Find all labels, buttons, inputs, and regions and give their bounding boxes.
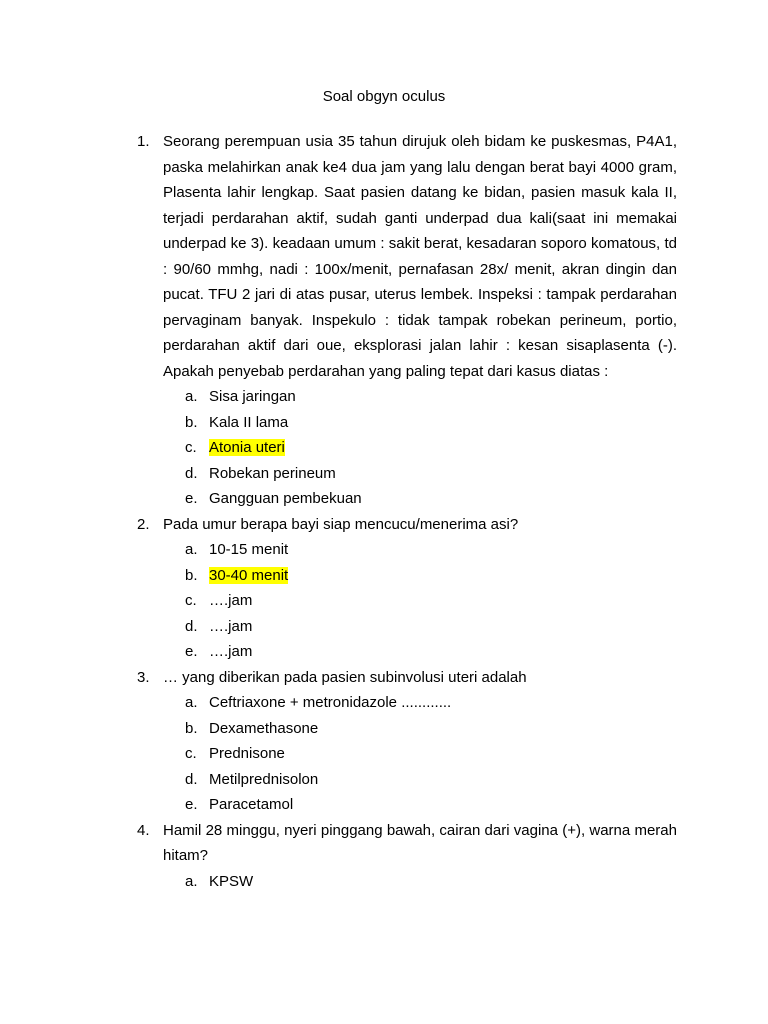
question-number: 4. bbox=[137, 821, 150, 839]
option-text: KPSW bbox=[209, 872, 254, 890]
option-text: Dexamethasone bbox=[209, 719, 319, 737]
option-item bbox=[137, 435, 677, 461]
option-letter: d. bbox=[185, 617, 198, 635]
option-item bbox=[137, 792, 677, 818]
option-letter: e. bbox=[185, 490, 198, 507]
question-1 bbox=[137, 129, 677, 512]
option-text: Prednisone bbox=[209, 745, 285, 762]
option-letter: d. bbox=[185, 464, 198, 482]
option-item bbox=[137, 588, 677, 614]
question-text: … yang diberikan pada pasien subinvolusi uteri adalah bbox=[163, 668, 527, 686]
option-item bbox=[137, 716, 677, 742]
option-text: ….jam bbox=[209, 617, 253, 635]
question-text: Seorang perempuan usia 35 tahun dirujuk oleh bidam ke puskesmas, P4A1, paska melahirkan anak ke4 dua jam yang lalu dengan berat bayi 4000 gram, Plasenta lahir lengkap. Saat pasien datang ke bidan, pasien masuk kala II, terjadi perdarahan aktif, sudah ganti underpad dua kali(saat ini memakai underpad ke 3). keadaan umum : sakit berat, kesadaran soporo komatous, td : 90/60 mmhg, nadi : 100x/menit, pernafasan 28x/ menit, akran dingin dan pucat. TFU 2 jari di atas pusar, uterus lembek. Inspeksi : tampak perdarahan pervaginam banyak. Inspekulo : tidak tampak robekan perineum, portio, perdarahan aktif dari oue, eksplorasi jalan lahir : kesan sisaplasenta (-). Apakah penyebab perdarahan yang paling tepat dari kasus diatas : bbox=[163, 133, 677, 380]
option-item bbox=[137, 486, 677, 512]
option-letter: c. bbox=[185, 592, 197, 609]
option-text: Sisa jaringan bbox=[209, 388, 296, 405]
option-item bbox=[137, 639, 677, 665]
option-text: Kala II lama bbox=[209, 413, 289, 431]
question-2 bbox=[137, 512, 677, 665]
option-letter: a. bbox=[185, 388, 198, 405]
option-text: 10-15 menit bbox=[209, 541, 289, 558]
option-item bbox=[137, 767, 677, 793]
document-title: Soal obgyn oculus bbox=[322, 88, 446, 105]
option-text: Metilprednisolon bbox=[209, 770, 319, 788]
option-letter: d. bbox=[185, 770, 198, 788]
option-item bbox=[137, 461, 677, 487]
question-text: Hamil 28 minggu, nyeri pinggang bawah, cairan dari vagina (+), warna merah hitam? bbox=[163, 821, 677, 864]
option-item bbox=[137, 384, 677, 410]
question-number: 2. bbox=[137, 515, 150, 533]
option-list bbox=[137, 869, 677, 895]
option-text: Paracetamol bbox=[209, 796, 294, 813]
option-text-highlighted: 30-40 menit bbox=[209, 566, 289, 584]
option-text: Gangguan pembekuan bbox=[209, 490, 362, 507]
option-item bbox=[137, 614, 677, 640]
option-item bbox=[137, 869, 677, 895]
question-number: 3. bbox=[137, 668, 150, 686]
option-text: ….jam bbox=[209, 643, 253, 660]
option-item bbox=[137, 690, 677, 716]
option-letter: b. bbox=[185, 413, 198, 431]
option-text: Robekan perineum bbox=[209, 464, 336, 482]
question-number: 1. bbox=[137, 133, 150, 150]
option-letter: b. bbox=[185, 566, 198, 584]
question-list bbox=[137, 129, 677, 894]
option-letter: a. bbox=[185, 694, 198, 711]
option-letter: c. bbox=[185, 439, 197, 456]
option-letter: c. bbox=[185, 745, 197, 762]
option-item bbox=[137, 741, 677, 767]
option-text: Ceftriaxone + metronidazole ............ bbox=[209, 694, 452, 711]
question-3 bbox=[137, 665, 677, 818]
option-letter: a. bbox=[185, 541, 198, 558]
question-4 bbox=[137, 818, 677, 895]
option-text-highlighted: Atonia uteri bbox=[209, 439, 285, 456]
option-letter: a. bbox=[185, 872, 198, 890]
option-item bbox=[137, 410, 677, 436]
option-letter: b. bbox=[185, 719, 198, 737]
option-item bbox=[137, 563, 677, 589]
option-list bbox=[137, 690, 677, 818]
question-text: Pada umur berapa bayi siap mencucu/menerima asi? bbox=[163, 515, 519, 533]
option-text: ….jam bbox=[209, 592, 253, 609]
option-list bbox=[137, 537, 677, 665]
option-list bbox=[137, 384, 677, 512]
option-letter: e. bbox=[185, 796, 198, 813]
option-letter: e. bbox=[185, 643, 198, 660]
option-item bbox=[137, 537, 677, 563]
